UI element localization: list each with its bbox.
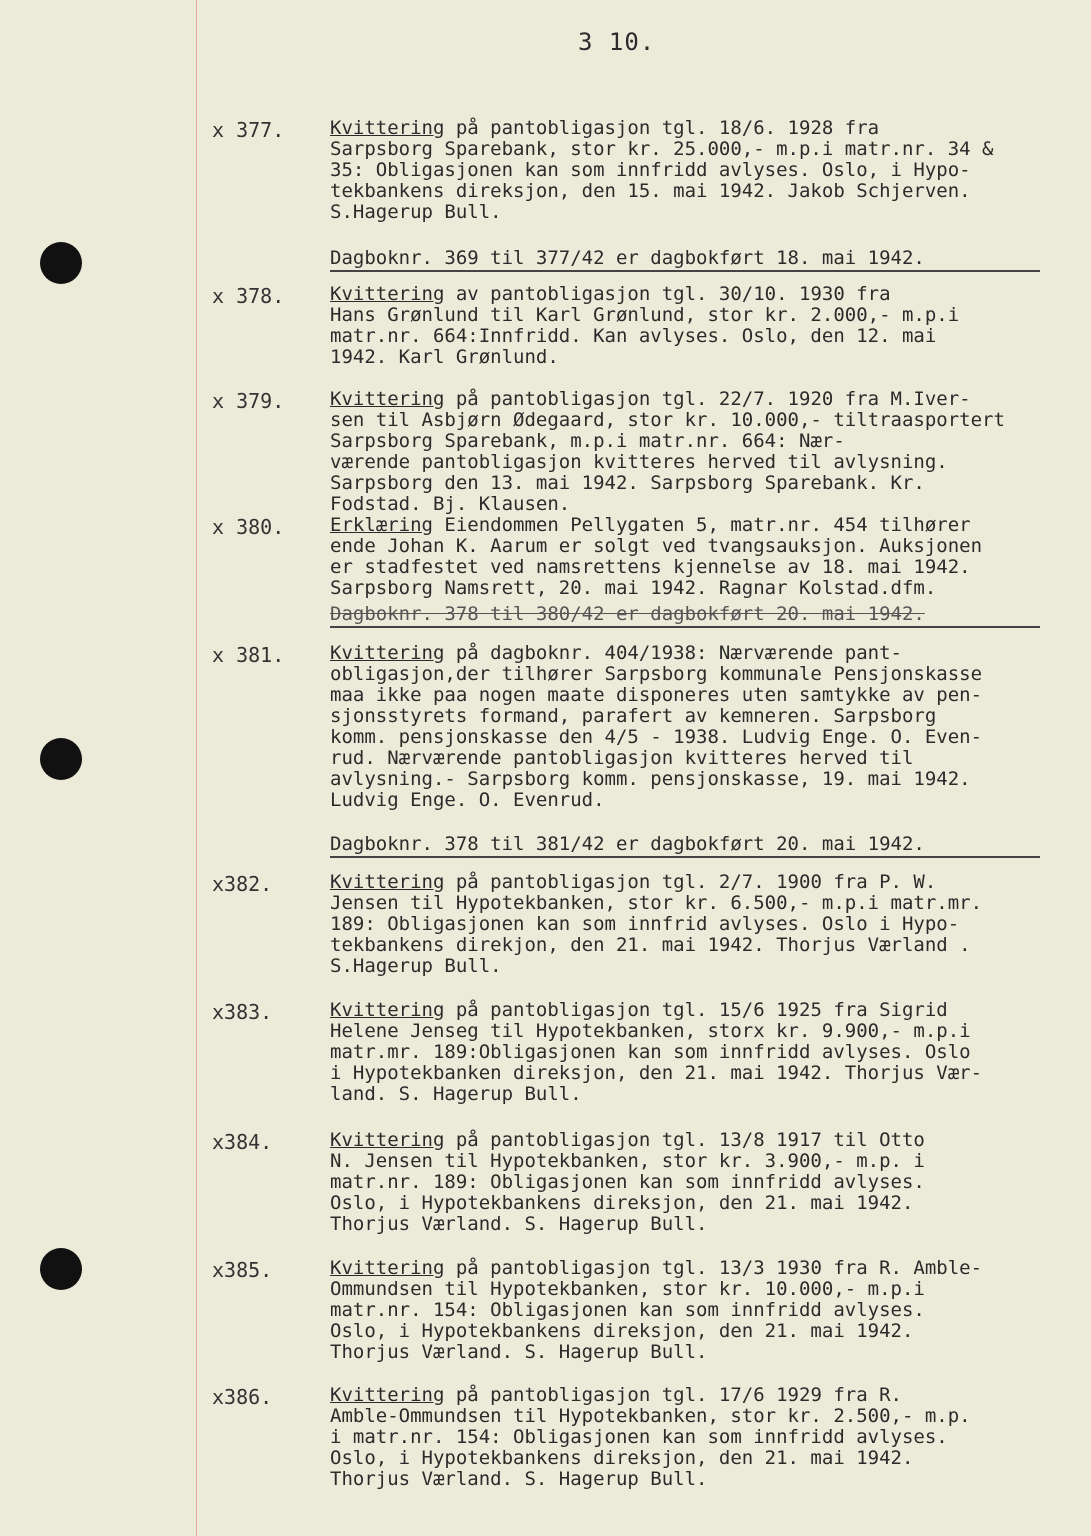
entry-body: Eiendommen Pellygaten 5, matr.nr. 454 tilhører ende Johan K. Aarum er solgt ved tvangsauksjon. Auksjonen er stadfestet ved namsrettens kjennelse av 18. mai 1942. Sarpsborg Namsrett, 20. mai 1942. Ragnar Kolstad.dfm. <box>330 514 983 599</box>
entry-text <box>330 1385 1050 1490</box>
entry-body: på pantobligasjon tgl. 15/6 1925 fra Sigrid Helene Jenseg til Hypotekbanken, storx kr. 9.900,- m.p.i matr.mr. 189:Obligasjonen kan som innfridd avlyses. Oslo i Hypotekbanken direksjon, den 21. mai 1942. Thorjus Vær- land. S. Hagerup Bull. <box>330 999 983 1105</box>
entry-text <box>330 515 1050 599</box>
entry-body: på pantobligasjon tgl. 17/6 1929 fra R. Amble-Ommundsen til Hypotekbanken, stor kr. 2.500,- m.p. i matr.nr. 154: Obligasjonen kan som innfridd avlyses. Oslo, i Hypotekbankens direksjon, den 21. mai 1942. Thorjus Værland. S. Hagerup Bull. <box>330 1384 971 1490</box>
entry-text <box>330 1000 1050 1105</box>
entry-number: x384. <box>212 1130 273 1154</box>
entry-title: Kvittering <box>330 1257 445 1279</box>
entry-body: på pantobligasjon tgl. 22/7. 1920 fra M.Iver- sen til Asbjørn Ødegaard, stor kr. 10.000,- tiltraasportert Sarpsborg Sparebank, m.p.i matr.nr. 664: Nær- værende pantobligasjon kvitteres herved til avlysning. Sarpsborg den 13. mai 1942. Sarpsborg Sparebank. Kr. Fodstad. Bj. Klausen. <box>330 388 1005 515</box>
entry-text <box>330 1130 1050 1235</box>
entry-number: x 381. <box>212 643 285 667</box>
entry-title: Kvittering <box>330 642 445 664</box>
entry-body: av pantobligasjon tgl. 30/10. 1930 fra Hans Grønlund til Karl Grønlund, stor kr. 2.000,- m.p.i matr.nr. 664:Innfridd. Kan avlyses. Oslo, den 12. mai 1942. Karl Grønlund. <box>330 283 960 368</box>
entry-body: på pantobligasjon tgl. 18/6. 1928 fra Sarpsborg Sparebank, stor kr. 25.000,- m.p.i matr.nr. 34 & 35: Obligasjonen kan som innfridd avlyses. Oslo, i Hypo- tekbankens direksjon, den 15. mai 1942. Jakob Schjerven. S.Hagerup Bull. <box>330 117 994 223</box>
entry-title: Kvittering <box>330 871 445 893</box>
page-number: 3 10. <box>578 28 656 56</box>
punch-hole <box>40 242 82 284</box>
entry-title: Kvittering <box>330 1129 445 1151</box>
entry-text <box>330 872 1050 977</box>
entry-text <box>330 118 1050 223</box>
entry-text <box>330 1258 1050 1363</box>
entry-number: x 380. <box>212 515 285 539</box>
entry-body: på pantobligasjon tgl. 13/3 1930 fra R. Amble- Ommundsen til Hypotekbanken, stor kr. 10.000,- m.p.i matr.nr. 154: Obligasjonen kan som innfridd avlyses. Oslo, i Hypotekbankens direksjon, den 21. mai 1942. Thorjus Værland. S. Hagerup Bull. <box>330 1257 983 1363</box>
struck-dagbok-line: Dagboknr. 378 til 380/42 er dagbokført 20. mai 1942. <box>330 604 1040 628</box>
margin-line <box>196 0 197 1536</box>
entry-title: Kvittering <box>330 283 445 305</box>
entry-title: Kvittering <box>330 388 445 410</box>
entry-title: Kvittering <box>330 999 445 1021</box>
entry-text <box>330 284 1050 368</box>
entry-body: på pantobligasjon tgl. 13/8 1917 til Otto N. Jensen til Hypotekbanken, stor kr. 3.900,- m.p. i matr.nr. 189: Obligasjonen kan som innfridd avlyses. Oslo, i Hypotekbankens direksjon, den 21. mai 1942. Thorjus Værland. S. Hagerup Bull. <box>330 1129 925 1235</box>
entry-text <box>330 643 1050 811</box>
entry-number: x386. <box>212 1385 273 1409</box>
entry-title: Kvittering <box>330 1384 445 1406</box>
entry-text <box>330 389 1050 515</box>
entry-number: x 377. <box>212 118 285 142</box>
punch-hole <box>40 738 82 780</box>
punch-hole <box>40 1248 82 1290</box>
entry-title: Kvittering <box>330 117 445 139</box>
entry-body: på pantobligasjon tgl. 2/7. 1900 fra P. W. Jensen til Hypotekbanken, stor kr. 6.500,- m.p.i matr.mr. 189: Obligasjonen kan som innfrid avlyses. Oslo i Hypo- tekbankens direkjon, den 21. mai 1942. Thorjus Værland . S.Hagerup Bull. <box>330 871 983 977</box>
entry-number: x 379. <box>212 389 285 413</box>
entry-number: x382. <box>212 872 273 896</box>
dagbok-line: Dagboknr. 378 til 381/42 er dagbokført 20. mai 1942. <box>330 834 1040 858</box>
entry-number: x383. <box>212 1000 273 1024</box>
dagbok-line: Dagboknr. 369 til 377/42 er dagbokført 18. mai 1942. <box>330 248 1040 272</box>
entry-number: x 378. <box>212 284 285 308</box>
entry-number: x385. <box>212 1258 273 1282</box>
entry-title: Erklæring <box>330 514 433 536</box>
entry-body: på dagboknr. 404/1938: Nærværende pant- obligasjon,der tilhører Sarpsborg kommunale Pensjonskasse maa ikke paa nogen maate disponeres uten samtykke av pen- sjonsstyrets formand, parafert av kemneren. Sarpsborg komm. pensjonskasse den 4/5 - 1938. Ludvig Enge. O. Even- rud. Nærværende pantobligasjon kvitteres herved til avlysning.- Sarpsborg komm. pensjonskasse, 19. mai 1942. Ludvig Enge. O. Evenrud. <box>330 642 983 811</box>
